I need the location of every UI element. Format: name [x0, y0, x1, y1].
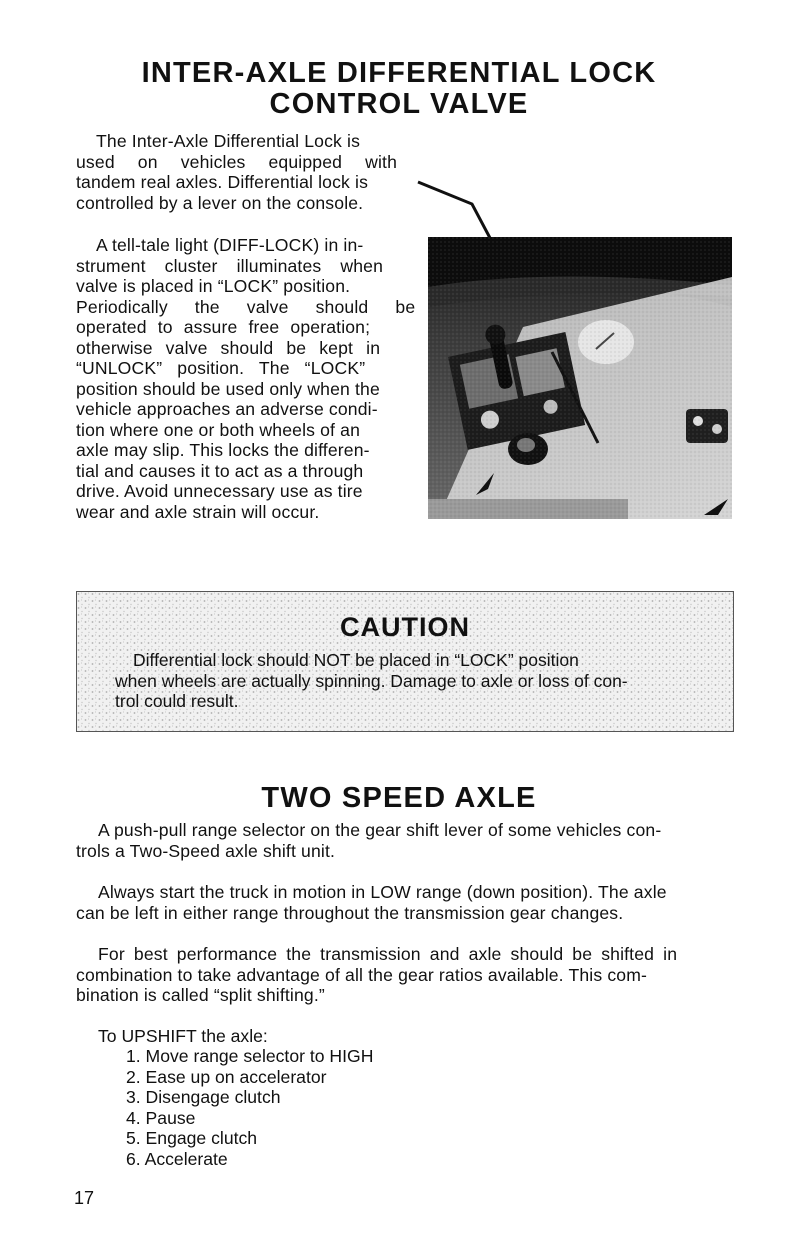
two-speed-paragraph-2	[76, 882, 736, 923]
caution-title: CAUTION	[340, 612, 470, 642]
para2-line: valve is placed in “LOCK” position.	[76, 276, 351, 296]
console-photo	[428, 237, 732, 519]
s2p3-line: bination is called “split shifting.”	[76, 985, 325, 1005]
console-photo-drawing	[428, 237, 732, 519]
page-number: 17	[74, 1188, 95, 1208]
para2-line: “UNLOCK” position. The “LOCK”	[76, 358, 366, 378]
para2-line: wear and axle strain will occur.	[76, 501, 320, 522]
list-item: 3. Disengage clutch	[126, 1087, 281, 1107]
para2-line: drive. Avoid unnecessary use as tire	[76, 481, 363, 501]
para1-line: tandem real axles. Differential lock is	[76, 172, 369, 192]
para1-line: The Inter-Axle Differential Lock is	[96, 131, 361, 151]
s2p1-line: A push-pull range selector on the gear shift lever of some vehicles con-	[98, 820, 662, 840]
para1-line: used on vehicles equipped with	[76, 151, 398, 172]
list-item: 2. Ease up on accelerator	[126, 1066, 327, 1087]
diff-lock-paragraph-2	[76, 235, 416, 522]
para2-line: tion where one or both wheels of an	[76, 419, 361, 440]
caution-line: trol could result.	[115, 691, 239, 711]
pointer-line	[410, 176, 500, 246]
caution-line: Differential lock should NOT be placed in “LOCK” position	[133, 650, 579, 670]
list-item: 5. Engage clutch	[126, 1128, 258, 1148]
caution-text	[115, 650, 705, 712]
para2-line: operated to assure free operation;	[76, 317, 371, 337]
para1-line: controlled by a lever on the console.	[76, 192, 364, 213]
s2p2-line: Always start the truck in motion in LOW range (down position). The axle	[98, 882, 667, 902]
two-speed-paragraph-3	[76, 944, 736, 1006]
para2-line: vehicle approaches an adverse condi-	[76, 399, 378, 419]
section-title-two-speed-axle: TWO SPEED AXLE	[261, 782, 537, 814]
para2-line: axle may slip. This locks the differen-	[76, 440, 370, 460]
para2-line: strument cluster illuminates when	[76, 255, 384, 276]
upshift-steps	[126, 1046, 526, 1169]
caution-line: when wheels are actually spinning. Damage to axle or loss of con-	[115, 670, 628, 691]
para2-line: position should be used only when the	[76, 378, 380, 399]
list-item: 4. Pause	[126, 1107, 196, 1128]
list-item: 6. Accelerate	[126, 1148, 228, 1169]
para2-line: otherwise valve should be kept in	[76, 337, 381, 358]
section-title-diff-lock	[0, 58, 798, 120]
two-speed-paragraph-1	[76, 820, 736, 861]
s2p1-line: trols a Two-Speed axle shift unit.	[76, 840, 336, 861]
para2-line: A tell-tale light (DIFF-LOCK) in in-	[96, 235, 364, 255]
para2-line: Periodically the valve should be	[76, 296, 416, 317]
caution-box	[76, 591, 734, 732]
para2-line: tial and causes it to act as a through	[76, 460, 364, 481]
upshift-list-intro: To UPSHIFT the axle:	[98, 1026, 268, 1046]
diff-lock-paragraph-1	[76, 131, 416, 213]
title-line-2: CONTROL VALVE	[269, 88, 529, 120]
s2p2-line: can be left in either range throughout the transmission gear changes.	[76, 902, 624, 923]
s2p3-line: combination to take advantage of all the gear ratios available. This com-	[76, 964, 648, 985]
s2p3-line: For best performance the transmission and axle should be shifted in	[98, 944, 678, 964]
list-item: 1. Move range selector to HIGH	[126, 1046, 374, 1066]
title-line-1: INTER-AXLE DIFFERENTIAL LOCK	[141, 57, 657, 89]
